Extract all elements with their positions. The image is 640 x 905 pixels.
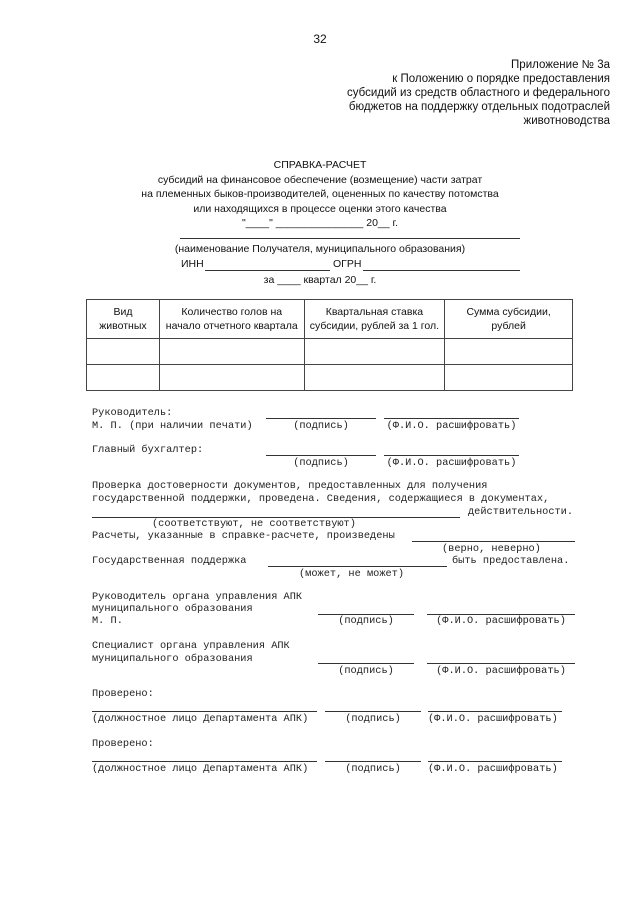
apk-specialist-label: муниципального образования — [92, 653, 253, 665]
header-animal-type: Вид животных — [87, 300, 160, 339]
annex-line: субсидий из средств областного и федерального — [346, 87, 610, 99]
support-label: Государственная поддержка — [92, 555, 247, 567]
annex-line: Приложение № 3а — [511, 59, 610, 71]
signature-caption: (подпись) — [293, 420, 349, 432]
table-cell — [87, 339, 160, 365]
calc-label: Расчеты, указанные в справке-расчете, произведены — [92, 530, 395, 542]
annex-line: бюджетов на поддержку отдельных подотраслей — [348, 101, 610, 113]
official-line — [92, 711, 317, 712]
head-label: Руководитель: — [92, 407, 173, 419]
document-title — [0, 158, 640, 231]
verification-line: Проверка достоверности документов, предоставленных для получения — [92, 480, 488, 492]
support-end: быть предоставлена. — [452, 555, 570, 567]
apk-specialist-signature-line — [318, 663, 414, 664]
apk-stamp-label: М. П. — [92, 615, 123, 627]
apk-specialist-label: Специалист органа управления АПК — [92, 640, 290, 652]
quarter-line: за ____ квартал 20__ г. — [263, 274, 377, 286]
ogrn-label: ОГРН — [333, 258, 362, 270]
title-line: на племенных быков-производителей, оцененных по качеству потомства — [141, 188, 499, 200]
verification-line-end: действительности. — [468, 506, 574, 518]
page-number: 32 — [313, 32, 327, 46]
accountant-signature-line — [266, 455, 376, 456]
signature-caption: (подпись) — [293, 457, 349, 469]
subsidy-table — [86, 299, 573, 391]
name-caption: (Ф.И.О. расшифровать) — [386, 457, 517, 469]
checked-name-line — [428, 711, 562, 712]
table-cell — [304, 365, 445, 391]
calc-result-line — [412, 541, 575, 542]
title-line: или находящихся в процессе оценки этого качества — [193, 202, 447, 215]
table-header-row — [87, 300, 573, 339]
support-decision-line — [268, 566, 447, 567]
signature-caption: (подпись) — [338, 665, 394, 677]
apk-head-label: муниципального образования — [92, 603, 253, 615]
signature-caption: (подпись) — [345, 713, 401, 725]
head-signature-line — [266, 418, 376, 419]
table-cell — [304, 339, 445, 365]
table-cell — [445, 365, 573, 391]
name-caption: (Ф.И.О. расшифровать) — [436, 615, 566, 627]
signature-caption: (подпись) — [338, 615, 394, 627]
chief-accountant-label: Главный бухгалтер: — [92, 444, 204, 456]
annex-line: к Положению о порядке предоставления — [392, 73, 610, 85]
checked-label: Проверено: — [92, 738, 154, 750]
verification-line: государственной поддержки, проведена. Сведения, содержащиеся в документах, — [92, 493, 550, 505]
official-caption: (должностное лицо Департамента АПК) — [92, 713, 309, 725]
accountant-name-line — [384, 455, 519, 456]
header-quarter-rate: Квартальная ставка субсидии, рублей за 1 гол. — [304, 300, 445, 339]
header-head-count: Количество голов на начало отчетного квартала — [159, 300, 304, 339]
name-caption: (Ф.И.О. расшифровать) — [428, 763, 558, 775]
official-caption: (должностное лицо Департамента АПК) — [92, 763, 309, 775]
signature-caption: (подпись) — [345, 763, 401, 775]
apk-head-label: Руководитель органа управления АПК — [92, 591, 303, 603]
ogrn-line — [363, 270, 520, 271]
name-caption: (Ф.И.О. расшифровать) — [428, 713, 558, 725]
official-line — [92, 761, 317, 762]
checked-label: Проверено: — [92, 688, 154, 700]
annex-header — [347, 58, 610, 128]
checked-name-line — [428, 761, 562, 762]
date-line: "____" _______________ 20__ г. — [242, 217, 398, 229]
inn-line — [205, 270, 330, 271]
table-row — [87, 365, 573, 391]
table-cell — [445, 339, 573, 365]
correct-caption: (верно, неверно) — [442, 543, 541, 555]
name-caption: (Ф.И.О. расшифровать) — [436, 665, 566, 677]
table-row — [87, 339, 573, 365]
head-name-line — [384, 418, 519, 419]
title-line: субсидий на финансовое обеспечение (возмещение) части затрат — [157, 173, 483, 186]
checked-signature-line — [325, 761, 421, 762]
stamp-label: М. П. (при наличии печати) — [92, 420, 253, 432]
table-cell — [159, 365, 304, 391]
title-heading: СПРАВКА-РАСЧЕТ — [273, 159, 367, 171]
checked-signature-line — [325, 711, 421, 712]
header-subsidy-sum: Сумма субсидии, рублей — [445, 300, 573, 339]
apk-specialist-name-line — [427, 663, 575, 664]
table-cell — [159, 339, 304, 365]
annex-line: животноводства — [523, 115, 610, 127]
can-caption: (может, не может) — [299, 568, 405, 580]
name-caption: (Ф.И.О. расшифровать) — [386, 420, 517, 432]
recipient-caption: (наименование Получателя, муниципального образования) — [174, 243, 466, 255]
table-cell — [87, 365, 160, 391]
correspond-caption: (соответствуют, не соответствуют) — [152, 518, 356, 530]
recipient-name-line — [180, 238, 520, 239]
inn-label: ИНН — [181, 258, 204, 270]
